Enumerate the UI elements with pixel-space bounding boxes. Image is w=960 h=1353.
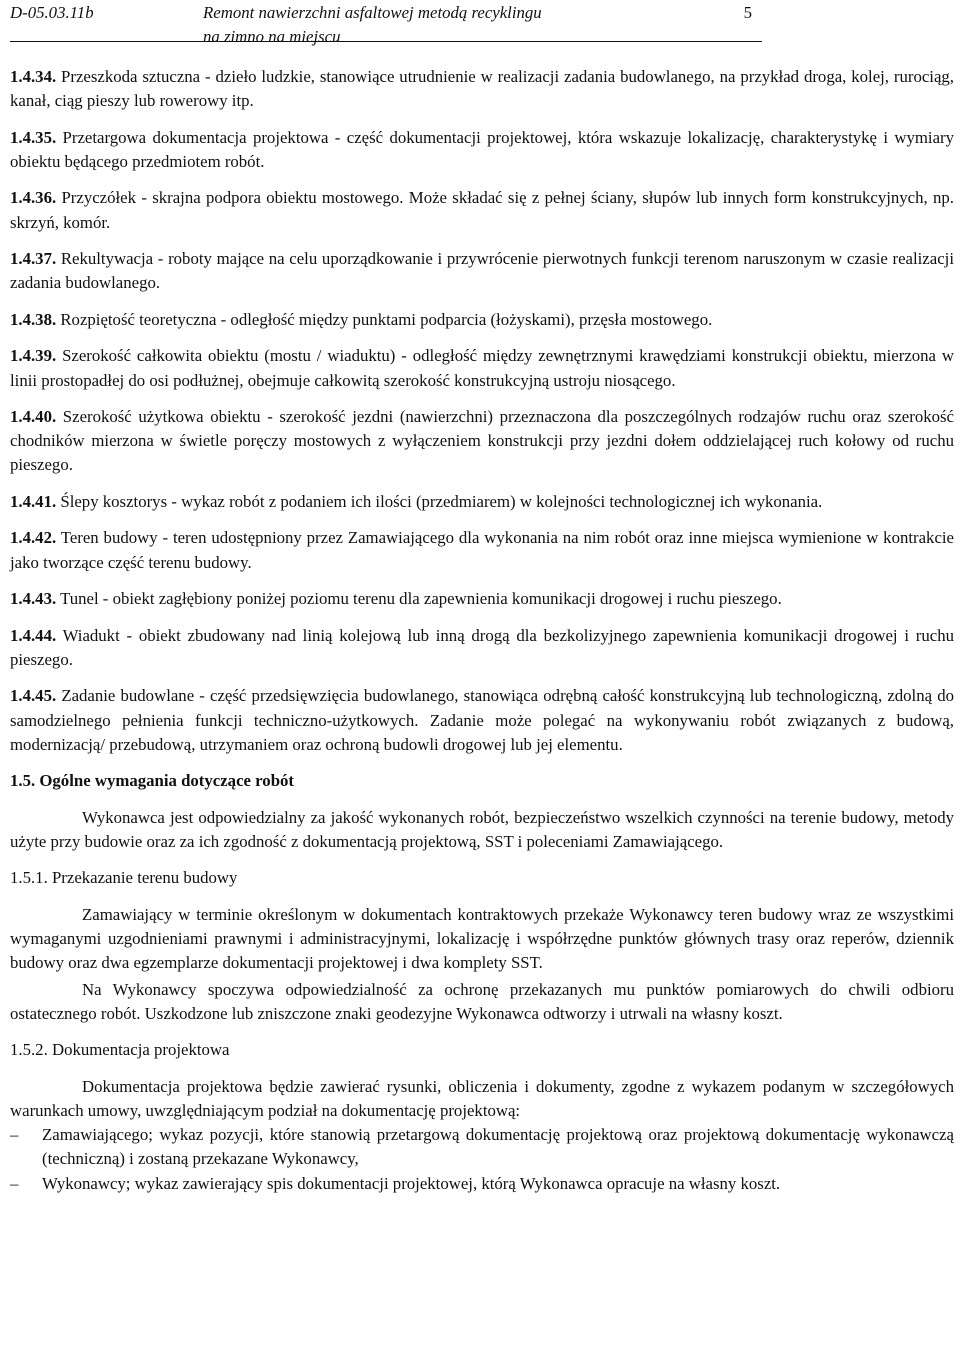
section-1-5-intro: Wykonawca jest odpowiedzialny za jakość wykonanych robót, bezpieczeństwo wszelkich czynności na terenie budowy, metody użyte przy budowie oraz za ich zgodność z dokumentacją projektową, SST i poleceniami Zamawiającego. [10,807,954,851]
subsection-heading-1-5-2: 1.5.2. Dokumentacja projektowa [10,1040,230,1060]
definition-text: Tunel - obiekt zagłębiony poniżej poziomu terenu dla zapewnienia komunikacji drogowej i ruchu pieszego. [60,589,782,609]
definition-1-4-42 [10,526,954,574]
definition-1-4-44 [10,624,954,672]
definition-1-4-34 [10,65,954,113]
definition-number: 1.4.39. [10,346,57,366]
definition-number: 1.4.44. [10,625,57,645]
dash-bullet: – [10,1125,19,1145]
definition-1-4-43 [10,587,954,611]
definition-1-4-45 [10,684,954,757]
subsection-heading-1-5-1: 1.5.1. Przekazanie terenu budowy [10,868,238,888]
definition-number: 1.4.35. [10,127,57,147]
definition-number: 1.4.43. [10,589,57,609]
definition-number: 1.4.42. [10,528,57,548]
definition-1-4-41 [10,490,954,514]
definition-number: 1.4.37. [10,249,57,269]
document-code: D-05.03.11b [10,3,94,22]
definition-number: 1.4.38. [10,309,57,329]
definition-1-4-40 [10,405,954,478]
definition-text: Rekultywacja - roboty mające na celu uporządkowanie i przywrócenie pierwotnych funkcji terenom naruszonym w czasie realizacji zadania budowlanego. [10,249,954,293]
document-title [203,1,542,49]
header-rule [10,41,762,42]
definition-number: 1.4.41. [10,491,57,511]
subsection-1-5-1-paragraph-1: Zamawiający w terminie określonym w dokumentach kontraktowych przekaże Wykonawcy teren budowy wraz ze wszystkimi wymaganymi uzgodnieniami prawnymi i administracyjnymi, lokalizację i współrzędne punktów głównych trasy oraz reperów, dziennik budowy oraz dwa egzemplarze dokumentacji projektowej i dwa komplety SST. [10,904,954,973]
list-item-text: Wykonawcy; wykaz zawierający spis dokumentacji projektowej, którą Wykonawca opracuje na własny koszt. [42,1173,781,1193]
definition-1-4-39 [10,344,954,392]
document-title-line-1: Remont nawierzchni asfaltowej metodą recyklingu [203,3,542,22]
definition-number: 1.4.40. [10,407,57,427]
definition-text: Wiadukt - obiekt zbudowany nad linią kolejową lub inną drogą dla bezkolizyjnego zapewnienia komunikacji drogowej i ruchu pieszego. [10,625,954,669]
documentation-list [10,1123,954,1196]
page-header [10,0,762,47]
definition-text: Ślepy kosztorys - wykaz robót z podaniem ich ilości (przedmiarem) w kolejności technologicznej ich wykonania. [60,491,823,511]
definition-1-4-37 [10,247,954,295]
definition-text: Rozpiętość teoretyczna - odległość między punktami podparcia (łożyskami), przęsła mostowego. [60,309,713,329]
definition-text: Przeszkoda sztuczna - dzieło ludzkie, stanowiące utrudnienie w realizacji zadania budowlanego, na przykład droga, kolej, rurociąg, kanał, ciąg pieszy lub rowerowy itp. [10,67,954,111]
definition-1-4-36 [10,186,954,234]
definition-number: 1.4.36. [10,188,57,208]
page-number: 5 [743,3,752,22]
list-item [10,1172,954,1196]
definition-text: Przyczółek - skrajna podpora obiektu mostowego. Może składać się z pełnej ściany, słupów lub innych form konstrukcyjnych, np. skrzyń, komór. [10,188,954,232]
list-item [10,1123,954,1171]
definition-text: Szerokość całkowita obiektu (mostu / wiaduktu) - odległość między zewnętrznymi krawędziami konstrukcji obiektu, mierzona w linii prostopadłej do osi podłużnej, obejmuje całkowitą szerokość konstrukcyjną ustroju niosącego. [10,346,955,390]
definition-text: Teren budowy - teren udostępniony przez Zamawiającego dla wykonania na nim robót oraz inne miejsca wymienione w kontrakcie jako tworzące część terenu budowy. [10,528,955,572]
subsection-1-5-1-paragraph-2: Na Wykonawcy spoczywa odpowiedzialność za ochronę przekazanych mu punktów pomiarowych do chwili odbioru ostatecznego robót. Uszkodzone lub zniszczone znaki geodezyjne Wykonawca odtworzy i utrwali na własny koszt. [10,979,954,1023]
document-title-line-2: na zimno na miejscu [203,27,341,47]
definition-text: Szerokość użytkowa obiektu - szerokość jezdni (nawierzchni) przeznaczona dla poszczególnych rodzajów ruchu oraz szerokość chodników mierzona w świetle poręczy mostowych z wyłączeniem konstrukcji przy jezdni dołem oddzielającej ruch kołowy od ruchu pieszego. [10,407,954,475]
definition-1-4-38 [10,308,954,332]
subsection-1-5-2-paragraph-1: Dokumentacja projektowa będzie zawierać rysunki, obliczenia i dokumenty, zgodne z wykazem podanym w szczegółowych warunkach umowy, uwzględniającym podział na dokumentację projektową: [10,1076,954,1120]
definition-text: Przetargowa dokumentacja projektowa - część dokumentacji projektowej, która wskazuje lokalizację, charakterystykę i wymiary obiektu będącego przedmiotem robót. [10,127,954,171]
document-body [10,65,954,1196]
list-item-text: Zamawiającego; wykaz pozycji, które stanowią przetargową dokumentację projektową oraz projektową dokumentację wykonawczą (techniczną) i zostaną przekazane Wykonawcy, [42,1125,954,1169]
definition-1-4-35 [10,126,954,174]
definition-number: 1.4.45. [10,686,57,706]
dash-bullet: – [10,1173,19,1193]
definition-number: 1.4.34. [10,67,57,86]
section-heading-1-5: 1.5. Ogólne wymagania dotyczące robót [10,771,295,791]
definition-text: Zadanie budowlane - część przedsięwzięcia budowlanego, stanowiąca odrębną całość konstrukcyjną lub technologiczną, zdolną do samodzielnego pełnienia funkcji techniczno-użytkowych. Zadanie może polegać na wykonywaniu robót związanych z budową, modernizacją/ przebudową, utrzymaniem oraz ochroną budowli drogowej lub jej elementu. [10,686,954,754]
